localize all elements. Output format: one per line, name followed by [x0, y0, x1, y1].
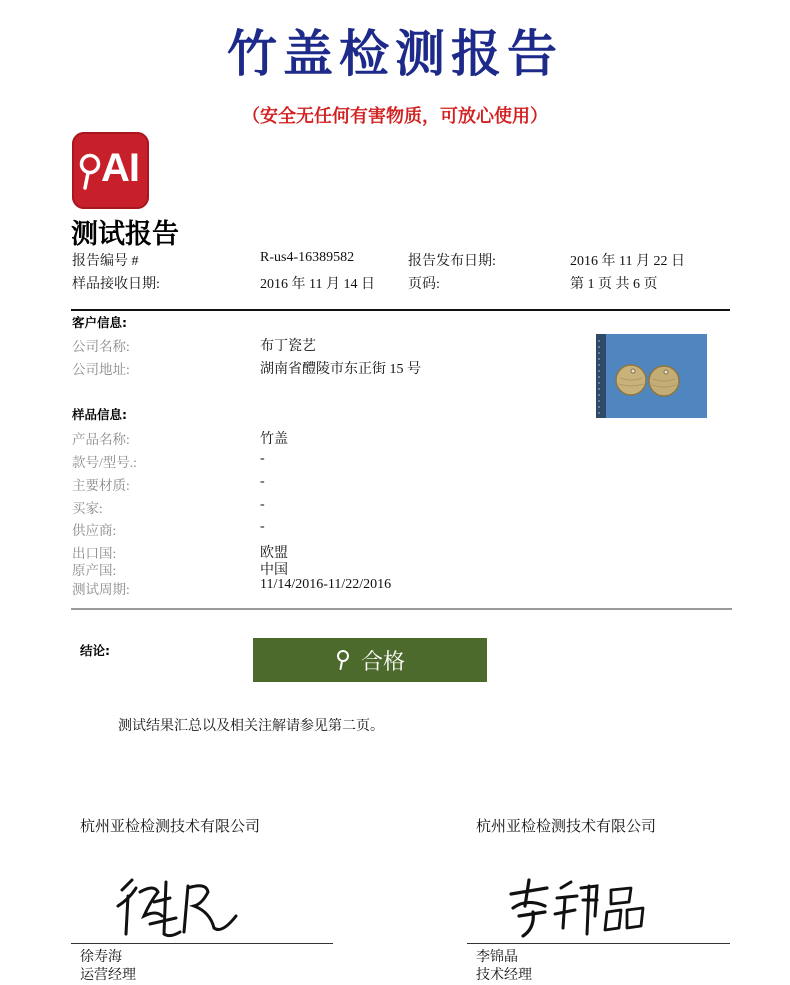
verdict-text: 合格 — [360, 649, 405, 675]
export-country-value: 欧盟 — [260, 546, 288, 561]
report-title: 测试报告 — [71, 219, 179, 250]
sample-section-title: 样品信息: — [72, 407, 127, 422]
sample-photo — [596, 334, 707, 418]
logo-text: AI — [101, 146, 139, 190]
material-value: - — [260, 474, 265, 489]
header-divider — [71, 309, 730, 311]
model-number-value: - — [260, 451, 265, 466]
received-date-value: 2016 年 11 月 14 日 — [260, 277, 375, 292]
company-name-value: 布丁瓷艺 — [260, 339, 316, 354]
page-value: 第 1 页 共 6 页 — [570, 277, 658, 292]
report-number-label: 报告编号 # — [72, 254, 139, 269]
material-label: 主要材质: — [72, 478, 130, 493]
test-period-value: 11/14/2016-11/22/2016 — [260, 577, 392, 592]
issue-date-value: 2016 年 11 月 22 日 — [570, 254, 685, 269]
right-signature — [505, 876, 655, 942]
test-period-label: 测试周期: — [72, 582, 130, 597]
conclusion-note: 测试结果汇总以及相关注解请参见第二页。 — [118, 719, 384, 734]
left-signature-line — [71, 943, 333, 944]
company-logo — [72, 132, 149, 209]
left-signer-name: 徐寿海 — [80, 950, 122, 965]
product-name-value: 竹盖 — [260, 432, 288, 447]
supplier-label: 供应商: — [72, 523, 117, 538]
right-signer-name: 李锦晶 — [476, 950, 518, 965]
supplier-value: - — [260, 519, 265, 534]
conclusion-label: 结论: — [80, 643, 110, 658]
export-country-label: 出口国: — [72, 546, 117, 561]
sample-divider — [71, 608, 732, 610]
origin-country-value: 中国 — [260, 563, 288, 578]
page-label: 页码: — [408, 277, 440, 292]
model-number-label: 款号/型号.: — [72, 455, 137, 470]
right-company-name: 杭州亚检检测技术有限公司 — [476, 819, 657, 835]
company-address-value: 湖南省醴陵市东正街 15 号 — [260, 362, 421, 377]
banner-title: 竹盖检测报告 — [227, 25, 563, 83]
issue-date-label: 报告发布日期: — [408, 254, 496, 269]
right-signer-title: 技术经理 — [476, 968, 532, 983]
left-company-name: 杭州亚检检测技术有限公司 — [80, 819, 261, 835]
verdict-badge — [253, 638, 487, 682]
report-number-value: R-us4-16389582 — [260, 250, 355, 265]
company-address-label: 公司地址: — [72, 362, 130, 377]
buyer-value: - — [260, 497, 265, 512]
product-name-label: 产品名称: — [72, 432, 130, 447]
customer-section-title: 客户信息: — [72, 315, 127, 330]
company-name-label: 公司名称: — [72, 339, 130, 354]
buyer-label: 买家: — [72, 501, 103, 516]
magnifier-icon — [335, 649, 351, 671]
banner-subtitle: （安全无任何有害物质，可放心使用） — [242, 106, 548, 127]
right-signature-line — [467, 943, 730, 944]
received-date-label: 样品接收日期: — [72, 277, 160, 292]
left-signature — [110, 872, 250, 942]
origin-country-label: 原产国: — [72, 563, 117, 578]
left-signer-title: 运营经理 — [80, 968, 136, 983]
